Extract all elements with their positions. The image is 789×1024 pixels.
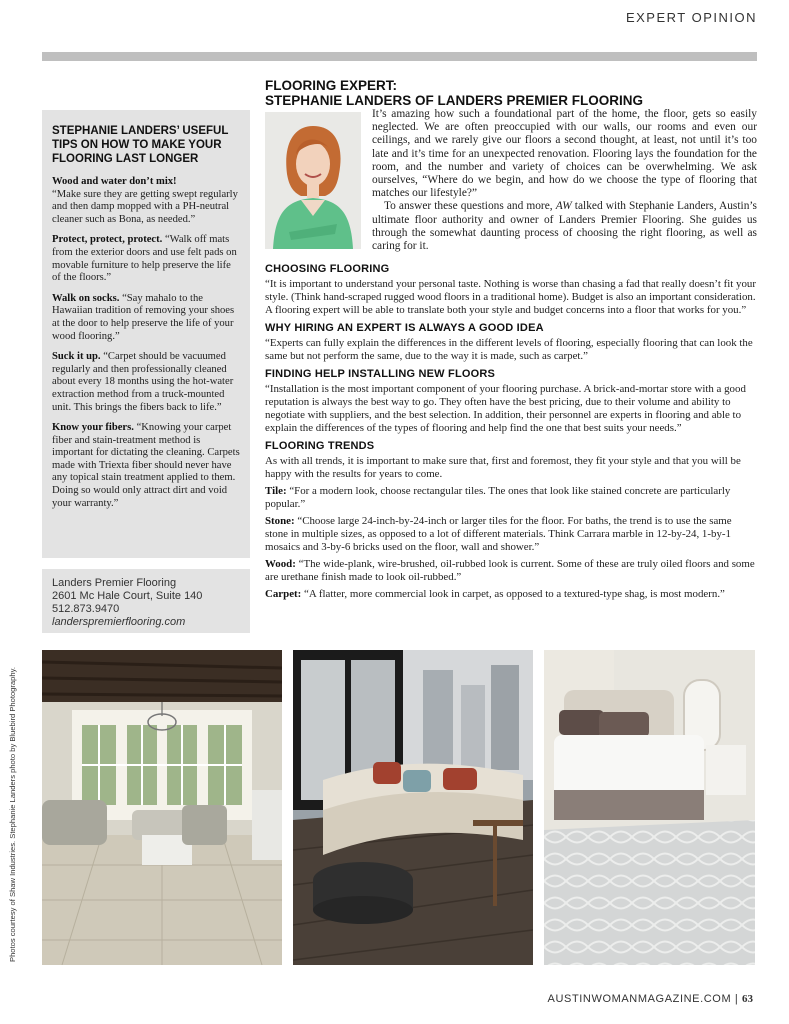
tip-lead: Suck it up.	[52, 351, 101, 363]
trend-text: “Choose large 24-inch-by-24-inch or larger tiles for the floor. For baths, the trend is to use the same stone in multiple sizes, as opposed to a lot of different materials. Think Carrara marble in 12-by-24, 1-by-1 mosaics and 3-by-6 bricks used on the floor, wall and shower.”	[265, 515, 732, 553]
intro-paragraph-2	[372, 200, 757, 253]
tip-item	[52, 351, 240, 414]
tip-text: “Carpet should be vacuumed regularly and then professionally cleaned about every 18 months using the hot-water extraction method from a truck-mounted unit. This brings the fibers back to life.”	[52, 351, 234, 413]
page-number: 63	[742, 993, 753, 1005]
photo-credit: Photos courtesy of Shaw Industries. Stephanie Landers photo by Bluebird Photography.	[8, 667, 17, 962]
tip-text: “Say mahalo to the Hawaiian tradition of removing your shoes at the door to help preserve the life of your wood flooring.”	[52, 292, 235, 342]
business-name: Landers Premier Flooring	[52, 577, 177, 589]
trend-label: Wood:	[265, 558, 296, 570]
section-heading: FLOORING TRENDS	[265, 440, 375, 452]
sidebar-title: STEPHANIE LANDERS’ USEFUL TIPS ON HOW TO MAKE YOUR FLOORING LAST LONGER	[52, 125, 229, 165]
article-intro	[372, 108, 757, 253]
tip-item	[52, 176, 240, 226]
trend-item	[265, 515, 757, 554]
headline-line-2: STEPHANIE LANDERS OF LANDERS PREMIER FLOORING	[265, 93, 644, 108]
tip-text: “Knowing your carpet fiber and stain-treatment method is important for dictating the cleaning. Carpets made with Triexta fiber should never have any topical stain treatment applied to them. Doing so would only attract dirt and void your warranty.”	[52, 422, 240, 509]
business-phone[interactable]: 512.873.9470	[52, 603, 120, 615]
section-text: As with all trends, it is important to make sure that, first and foremost, they fit your style and that you will be happy with the results for years to come.	[265, 455, 741, 480]
trend-text: “The wide-plank, wire-brushed, oil-rubbed look is current. Some of these are truly oiled floors and some are urethane finish made to look oil-rubbed.”	[265, 558, 755, 583]
tip-text: “Walk off mats from the exterior doors and use felt pads on movable furniture to help preserve the life of the floors.”	[52, 234, 237, 284]
contact-box	[42, 569, 250, 633]
page-footer	[548, 993, 753, 1005]
trend-label: Tile:	[265, 485, 287, 497]
trend-text: “A flatter, more commercial look in carpet, as opposed to a textured-type shag, is most modern.”	[304, 588, 725, 600]
trend-text: “For a modern look, choose rectangular tiles. The ones that look like stained concrete are particularly popular.”	[265, 485, 731, 510]
headline-line-1: FLOORING EXPERT:	[265, 78, 398, 93]
tips-sidebar	[42, 110, 250, 558]
business-address: 2601 Mc Hale Court, Suite 140	[52, 590, 203, 602]
sunroom-tile-photo	[42, 650, 282, 965]
section-heading: WHY HIRING AN EXPERT IS ALWAYS A GOOD IDEA	[265, 322, 544, 334]
section-text: “Experts can fully explain the differences in the different levels of flooring, especially flooring that can look the same but not perform the same, due to the way it is made, such as carpet.”	[265, 337, 753, 362]
tip-lead: Walk on socks.	[52, 292, 120, 304]
section-text: “Installation is the most important component of your flooring purchase. A brick-and-mortar store with a good reputation is always the best way to go. They often have the best pricing, due to their volume and ability to negotiate with suppliers, and the best selection. In addition, their personnel are experts in flooring and able to explain the differences of the types of flooring and help find the one that best suits your needs.”	[265, 383, 746, 434]
top-rule	[42, 52, 757, 61]
tip-item	[52, 234, 240, 284]
trend-item	[265, 485, 757, 511]
section-label: EXPERT OPINION	[625, 10, 757, 25]
intro-text-b: talked with Stephanie Landers, Austin’s ultimate floor authority and owner of Landers Premier Flooring. She guides us through the somewhat daunting process of choosing the right flooring, as well as caring for it.	[372, 200, 757, 253]
tip-item	[52, 422, 240, 510]
portrait-photo	[265, 112, 361, 249]
tip-item	[52, 293, 240, 343]
tip-lead: Wood and water don’t mix!	[52, 176, 177, 187]
intro-paragraph-1: It’s amazing how such a foundational part of the home, the floor, gets so easily neglected. We are often preoccupied with our walls, our rooms and even our ceilings, and we rarely give our floors a second thought, at least, not until it’s too late and it’s time for an unexpected renovation. Flooring lays the foundation for the room, and the number and variety of choices can be overwhelming. We ask ourselves, “Where do we begin, and how do we choose the type of flooring that matches our lifestyle?”	[372, 108, 757, 200]
section-heading: CHOOSING FLOORING	[265, 263, 390, 275]
footer-separator: |	[734, 993, 739, 1005]
tip-lead: Know your fibers.	[52, 422, 134, 434]
bedroom-carpet-photo	[544, 650, 755, 965]
article-body	[265, 258, 757, 603]
tip-lead: Protect, protect, protect.	[52, 234, 163, 246]
footer-site: AUSTINWOMANMAGAZINE.COM	[547, 993, 732, 1005]
tip-text: “Make sure they are getting swept regularly and then damp mopped with a PH-neutral cleaner such as Bona, as needed.”	[52, 188, 238, 225]
intro-text-a: To answer these questions and more,	[384, 200, 556, 213]
trend-label: Stone:	[265, 515, 295, 527]
business-website-link[interactable]: landerspremierflooring.com	[52, 616, 186, 628]
living-room-wood-photo	[293, 650, 533, 965]
intro-magazine-abbrev: AW	[555, 200, 572, 213]
trend-item	[265, 588, 757, 601]
section-heading: FINDING HELP INSTALLING NEW FLOORS	[265, 368, 496, 380]
trend-item	[265, 558, 757, 584]
section-text: “It is important to understand your personal taste. Nothing is worse than chasing a fad that really doesn’t fit your style. (Think hand-scraped rugged wood floors in a traditional home). Budget is also an important consideration. A flooring expert will be able to translate both your style and budget concerns into a floor that works for you.”	[265, 278, 756, 316]
trend-label: Carpet:	[265, 588, 302, 600]
article-headline	[265, 78, 765, 108]
